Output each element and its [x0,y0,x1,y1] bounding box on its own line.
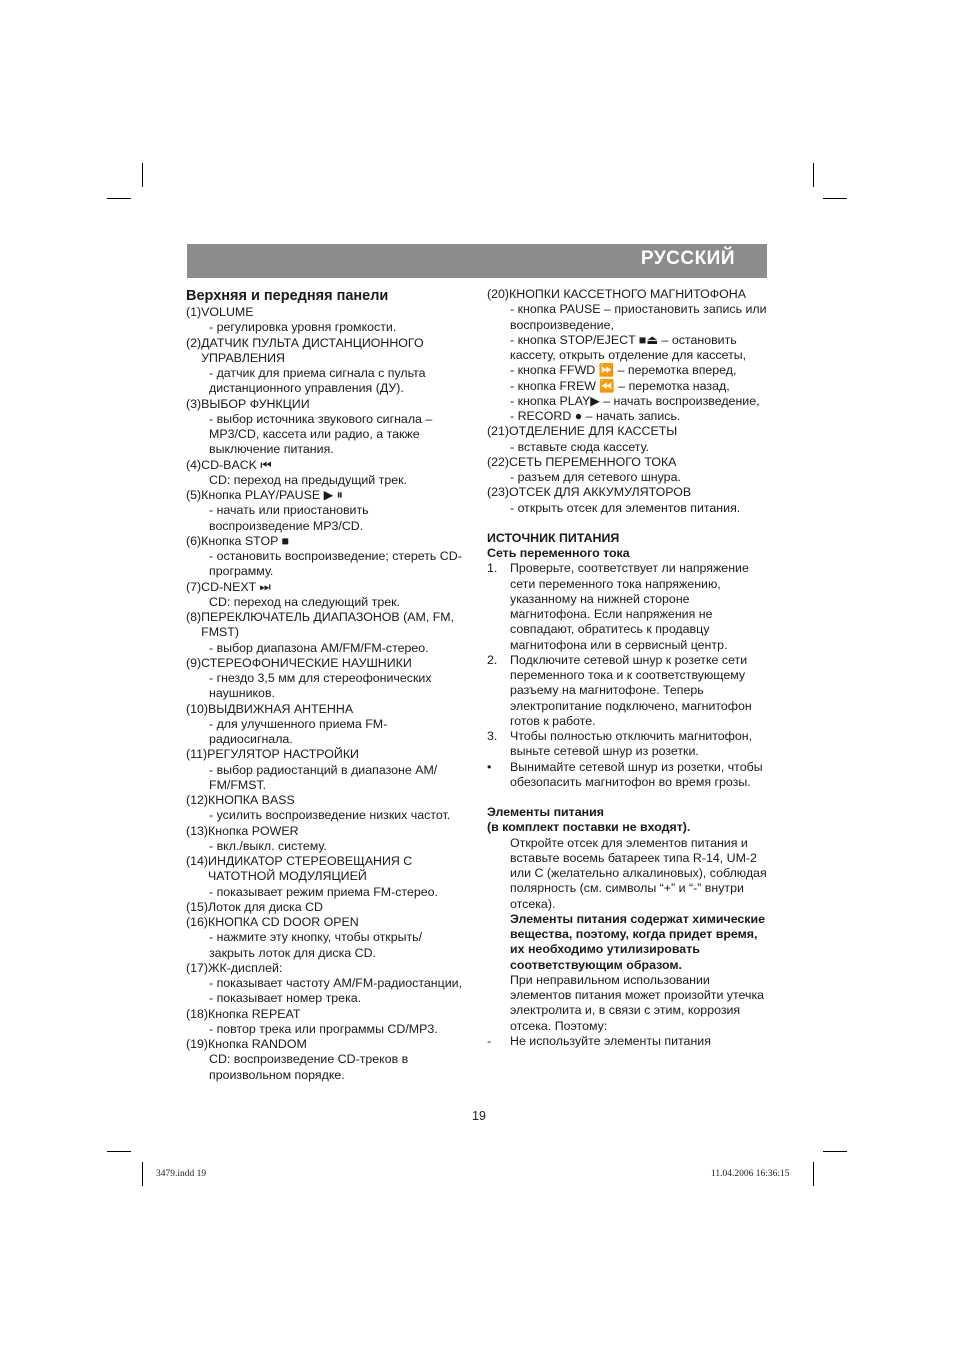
item-label-wrap [208,961,468,976]
item-number: (1) [186,305,202,319]
item-label-wrap [208,1007,468,1022]
item-label: РЕГУЛЯТОР НАСТРОЙКИ [207,747,359,762]
list-item [186,915,468,930]
item-number: (14) [186,854,209,868]
item-label-wrap [208,854,468,885]
list-item [186,961,468,976]
step-number: 1. [487,561,498,576]
item-description: CD: переход на следующий трек. [209,594,400,609]
item-number: (9) [186,655,202,670]
panel-items-list [487,424,772,516]
item-label: VOLUME [201,305,254,319]
list-item [487,424,772,439]
item-number: (16) [186,915,209,929]
item-label-wrap [201,580,468,595]
control-icon: ▶ ⏸ [323,488,343,502]
item-description: - вкл./выкл. систему. [209,838,327,853]
item-number: (5) [186,488,202,502]
item-number: (10) [186,701,209,716]
crop-mark [813,163,814,187]
list-item [186,580,468,595]
item-label: CD-BACK [201,457,257,472]
item-description: - нажмите эту кнопку, чтобы открыть/ закрыть лоток для диска CD. [209,930,423,960]
step-text: Вынимайте сетевой шнур из розетки, чтобы обезопасить магнитофон во время грозы. [510,759,763,789]
power-subtitle: Сеть переменного тока [487,546,630,560]
item-label-wrap [201,397,468,412]
item-description: CD: переход на предыдущий трек. [209,472,407,487]
list-item [487,287,772,302]
item-label-wrap [201,488,468,503]
item-description: - выбор источника звукового сигнала – MP3/CD, кассета или радио, а также выключение питания. [209,411,433,457]
batteries-note: При неправильном использовании элементов питания может произойти утечка электролита и, в связи с этим, коррозия отсека. Поэтому: [510,972,765,1033]
item-label: ОТСЕК ДЛЯ АККУМУЛЯТОРОВ [509,485,692,500]
list-item [186,458,468,473]
item-label-wrap [208,824,468,839]
item-number: (21) [487,424,510,439]
item-label-wrap [208,1037,468,1052]
batteries-subtitle: (в комплект поставки не входят). [487,820,691,835]
list-item [186,488,468,503]
item-number: (20) [487,287,510,301]
item-label: Лоток для диска CD [208,899,323,914]
list-item [186,824,468,839]
item-label: СТЕРЕОФОНИЧЕСКИЕ НАУШНИКИ [201,655,412,670]
item-label-wrap [201,610,468,641]
item-label-wrap [207,747,468,762]
list-item [186,610,468,641]
item-description: - выбор диапазона AM/FM/FM-стерео. [209,640,429,655]
item-label-wrap [208,900,468,915]
step-text: Чтобы полностью отключить магнитофон, выньте сетевой шнур из розетки. [510,729,753,759]
crop-mark [823,198,847,199]
item-label: ИНДИКАТОР СТЕРЕОВЕЩАНИЯ С ЧАТОТНОЙ МОДУЛЯЦИЕЙ [208,854,413,884]
step-text: Подключите сетевой шнур к розетке сети переменного тока и к соответствующему разъему на магнитофоне. Теперь электропитание подключено, магнитофон готов к работе. [510,652,752,728]
item-label: Кнопка POWER [208,823,299,838]
cassette-button-line: - кнопка FFWD ⏩ – перемотка вперед, [510,363,737,378]
item-description: - показывает режим приема FM-стерео. [209,884,438,899]
list-item [186,1007,468,1022]
item-description: - показывает номер трека. [209,991,362,1006]
item-label: Кнопка PLAY/PAUSE [201,488,321,502]
item-number: (3) [186,396,202,411]
batteries-warning: Элементы питания содержат химические вещества, поэтому, когда придет время, их необходимо утилизировать соответствующим образом. [510,911,766,972]
item-number: (11) [186,747,208,762]
right-column [487,287,772,1049]
power-step [487,760,772,791]
control-icon: ⏭ [259,579,271,594]
date-slug: 11.04.2006 16:36:15 [711,1169,790,1179]
item-description: - показывает частоту AM/FM-радиостанции, [209,976,462,990]
cassette-button-line: - кнопка STOP/EJECT ■⏏ – остановить кассету, открыть отделение для кассеты, [510,332,747,362]
item-label: КНОПКА BASS [208,793,295,807]
item-number: (17) [186,960,209,975]
power-step [487,561,772,653]
item-label: ЖК-дисплей: [208,960,283,975]
item-description: - выбор радиостанций в диапазоне AM/ FM/FMST. [209,762,438,792]
item-label: СЕТЬ ПЕРЕМЕННОГО ТОКА [509,454,677,469]
language-title: РУССКИЙ [640,248,735,269]
list-item [186,1037,468,1052]
item-number: (4) [186,457,202,472]
cassette-button-line: - кнопка PAUSE – приостановить запись или воспроизведение, [510,302,767,332]
item-number: (2) [186,335,202,350]
list-item [186,305,468,320]
list-item [186,656,468,671]
list-item [186,747,468,762]
panel-items-list [186,305,468,1083]
item-label-wrap [201,534,468,549]
left-column [186,287,468,1083]
section-title: Верхняя и передняя панели [186,288,389,304]
item-description: - вставьте сюда кассету. [510,439,650,454]
item-description: - датчик для приема сигнала с пульта дистанционного управления (ДУ). [209,366,426,396]
page-number: 19 [472,1109,486,1123]
step-number: 3. [487,729,498,743]
step-number: 2. [487,652,498,667]
item-label: КНОПКИ КАССЕТНОГО МАГНИТОФОНА [509,287,747,301]
item-number: (23) [487,485,510,500]
item-label: ОТДЕЛЕНИЕ ДЛЯ КАССЕТЫ [509,424,678,439]
power-steps-list [487,561,772,790]
item-number: (18) [186,1006,209,1021]
item-description: - для улучшенного приема FM-радиосигнала. [209,716,388,746]
control-icon: ■ [281,533,290,548]
item-number: (6) [186,533,202,548]
control-icon: ⏮ [260,457,272,472]
item-description: - усилить воспроизведение низких частот. [209,808,451,823]
item-description: - регулировка уровня громкости. [209,320,397,335]
cassette-button-line: - RECORD ● – начать запись. [510,409,681,423]
item-label: ВЫДВИЖНАЯ АНТЕННА [208,701,354,716]
item-number: (22) [487,454,510,469]
list-item [186,702,468,717]
item-number: (13) [186,823,209,838]
item-label: Кнопка STOP [201,533,279,548]
item-description: - открыть отсек для элементов питания. [510,500,741,515]
item-label: КНОПКА CD DOOR OPEN [208,915,359,929]
list-item [487,485,772,500]
power-section-title: ИСТОЧНИК ПИТАНИЯ [487,530,620,545]
item-description: - повтор трека или программы CD/MP3. [209,1021,438,1036]
cassette-button-line: - кнопка PLAY▶ – начать воспроизведение, [510,393,760,408]
item-number: (19) [186,1037,209,1051]
list-item [487,1034,772,1049]
list-item [186,336,468,367]
step-text: Проверьте, соответствует ли напряжение сети переменного тока напряжению, указанному на нижней стороне магнитофона. Если напряжения не совпадают, обратитесь к продавцу магнитофона или в сервисный центр. [510,561,749,652]
cassette-button-line: - кнопка FREW ⏪ – перемотка назад, [510,378,730,393]
list-item [186,397,468,412]
batteries-title: Элементы питания [487,805,604,819]
item-number: (8) [186,610,202,624]
cassette-buttons-list [487,302,772,424]
item-description: - начать или приостановить воспроизведение MP3/CD. [209,503,369,533]
item-description: - остановить воспроизведение; стереть CD-программу. [209,549,462,579]
list-item [186,793,468,808]
crop-mark [823,1151,847,1152]
crop-mark [107,198,131,199]
item-label-wrap [201,305,468,320]
item-label-wrap [201,336,468,367]
item-label-wrap [201,656,468,671]
item-label-wrap [208,915,468,930]
item-label-wrap [208,702,468,717]
list-item [186,854,468,885]
item-number: (15) [186,899,209,914]
list-item [186,900,468,915]
item-description: CD: воспроизведение CD-треков в произвольном порядке. [209,1052,409,1082]
list-item [487,455,772,470]
item-label: Кнопка REPEAT [208,1006,301,1021]
item-label: ДАТЧИК ПУЛЬТА ДИСТАНЦИОННОГО УПРАВЛЕНИЯ [201,335,424,365]
item-label: Кнопка RANDOM [208,1037,307,1051]
power-step [487,729,772,760]
batteries-intro: Откройте отсек для элементов питания и вставьте восемь батареек типа R-14, UM-2 или С (желательно алкалиновых), соблюдая полярность (см. символы “+” и “-” внутри отсека). [510,835,767,911]
item-description: - разъем для сетевого шнура. [510,470,681,484]
item-label: CD-NEXT [201,579,257,594]
item-label-wrap [201,458,468,473]
crop-mark [142,163,143,187]
list-item [186,534,468,549]
crop-mark [813,1162,814,1186]
list-text: Не используйте элементы питания [510,1033,711,1048]
item-number: (12) [186,793,209,807]
list-marker: - [487,1033,492,1048]
item-number: (7) [186,579,202,594]
item-label: ПЕРЕКЛЮЧАТЕЛЬ ДИАПАЗОНОВ (AM, FM, FMST) [201,610,455,640]
step-number: • [487,759,492,774]
item-label-wrap [208,793,468,808]
file-slug: 3479.indd 19 [156,1169,207,1179]
item-description: - гнездо 3,5 мм для стереофонических наушников. [209,671,432,701]
crop-mark [142,1162,143,1186]
language-banner [187,244,767,278]
power-step [487,653,772,729]
item-label: ВЫБОР ФУНКЦИИ [201,396,310,411]
crop-mark [107,1151,131,1152]
